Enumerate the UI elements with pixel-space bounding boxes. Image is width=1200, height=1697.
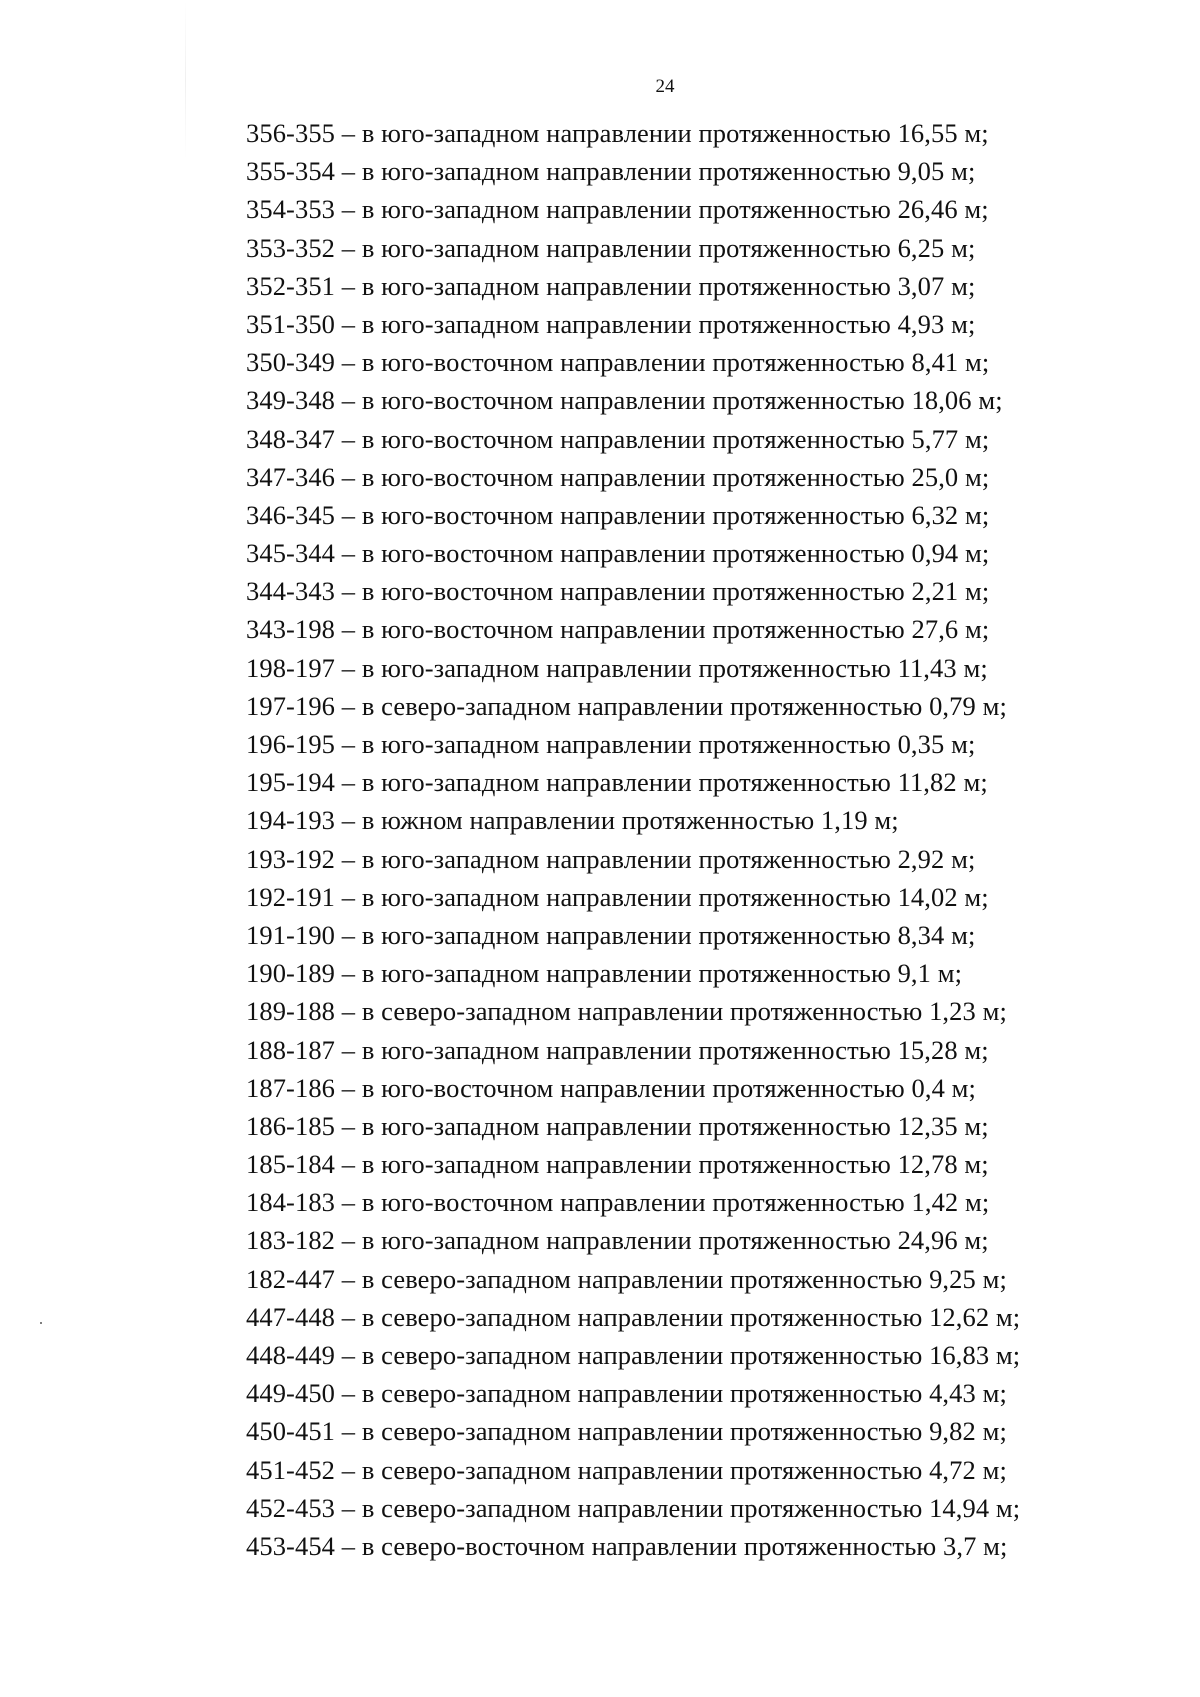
segment-line: 452-453 – в северо-западном направлении протяженностью 14,94 м; bbox=[246, 1492, 1021, 1523]
segment-line: 184-183 – в юго-восточном направлении протяженностью 1,42 м; bbox=[246, 1187, 990, 1218]
segment-line: 193-192 – в юго-западном направлении протяженностью 2,92 м; bbox=[246, 843, 976, 874]
segment-line: 185-184 – в юго-западном направлении протяженностью 12,78 м; bbox=[246, 1149, 989, 1180]
segment-line: 345-344 – в юго-восточном направлении протяженностью 0,94 м; bbox=[246, 538, 990, 569]
segment-line: 453-454 – в северо-восточном направлении протяженностью 3,7 м; bbox=[246, 1530, 1008, 1561]
page-number: 24 bbox=[655, 76, 675, 97]
segment-line: 356-355 – в юго-западном направлении протяженностью 16,55 м; bbox=[246, 118, 989, 148]
segment-line: 187-186 – в юго-восточном направлении протяженностью 0,4 м; bbox=[246, 1072, 976, 1103]
segment-line: 186-185 – в юго-западном направлении протяженностью 12,35 м; bbox=[246, 1110, 989, 1141]
segment-line: 190-189 – в юго-западном направлении протяженностью 9,1 м; bbox=[246, 958, 963, 989]
segment-line: 351-350 – в юго-западном направлении протяженностью 4,93 м; bbox=[246, 308, 976, 339]
segment-line: 353-352 – в юго-западном направлении протяженностью 6,25 м; bbox=[246, 232, 976, 263]
segment-line: 183-182 – в юго-западном направлении протяженностью 24,96 м; bbox=[246, 1225, 989, 1256]
segment-line: 346-345 – в юго-восточном направлении протяженностью 6,32 м; bbox=[246, 499, 990, 530]
segment-line: 343-198 – в юго-восточном направлении протяженностью 27,6 м; bbox=[246, 614, 990, 645]
segment-line: 195-194 – в юго-западном направлении протяженностью 11,82 м; bbox=[246, 767, 988, 798]
segment-line: 449-450 – в северо-западном направлении протяженностью 4,43 м; bbox=[246, 1378, 1007, 1409]
segment-line: 450-451 – в северо-западном направлении протяженностью 9,82 м; bbox=[246, 1416, 1007, 1447]
segment-line: 352-351 – в юго-западном направлении протяженностью 3,07 м; bbox=[246, 270, 976, 301]
segment-line: 189-188 – в северо-западном направлении протяженностью 1,23 м; bbox=[246, 996, 1007, 1027]
segment-line: 355-354 – в юго-западном направлении протяженностью 9,05 м; bbox=[246, 156, 976, 187]
segment-line: 191-190 – в юго-западном направлении протяженностью 8,34 м; bbox=[246, 919, 976, 950]
segment-line: 451-452 – в северо-западном направлении протяженностью 4,72 м; bbox=[246, 1454, 1007, 1485]
segment-line: 350-349 – в юго-восточном направлении протяженностью 8,41 м; bbox=[246, 347, 990, 378]
segment-line: 182-447 – в северо-западном направлении протяженностью 9,25 м; bbox=[246, 1263, 1007, 1294]
segment-line: 194-193 – в южном направлении протяженностью 1,19 м; bbox=[246, 805, 899, 836]
segment-line: 344-343 – в юго-восточном направлении протяженностью 2,21 м; bbox=[246, 576, 990, 607]
segment-line: 347-346 – в юго-восточном направлении протяженностью 25,0 м; bbox=[246, 461, 990, 492]
segment-line: 447-448 – в северо-западном направлении протяженностью 12,62 м; bbox=[246, 1301, 1021, 1332]
segment-line: 197-196 – в северо-западном направлении протяженностью 0,79 м; bbox=[246, 690, 1007, 721]
segment-line: 448-449 – в северо-западном направлении протяженностью 16,83 м; bbox=[246, 1340, 1021, 1370]
segment-line: 348-347 – в юго-восточном направлении протяженностью 5,77 м; bbox=[246, 423, 990, 454]
scan-speck bbox=[40, 1322, 42, 1324]
segment-line: 196-195 – в юго-западном направлении протяженностью 0,35 м; bbox=[246, 729, 976, 759]
segment-line: 198-197 – в юго-западном направлении протяженностью 11,43 м; bbox=[246, 652, 988, 683]
segment-list bbox=[246, 114, 1146, 1565]
segment-line: 354-353 – в юго-западном направлении протяженностью 26,46 м; bbox=[246, 194, 989, 225]
segment-line: 349-348 – в юго-восточном направлении протяженностью 18,06 м; bbox=[246, 385, 1003, 416]
segment-line: 192-191 – в юго-западном направлении протяженностью 14,02 м; bbox=[246, 881, 989, 912]
segment-line: 188-187 – в юго-западном направлении протяженностью 15,28 м; bbox=[246, 1034, 989, 1065]
